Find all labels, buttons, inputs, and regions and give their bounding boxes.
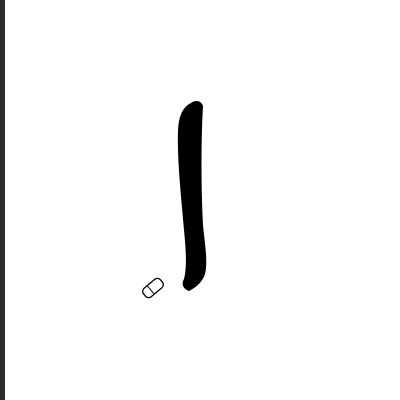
drawing-canvas[interactable]	[5, 0, 400, 400]
brush-stroke	[178, 101, 206, 291]
drawing-svg	[5, 0, 400, 400]
eraser-cursor-icon	[141, 277, 165, 300]
